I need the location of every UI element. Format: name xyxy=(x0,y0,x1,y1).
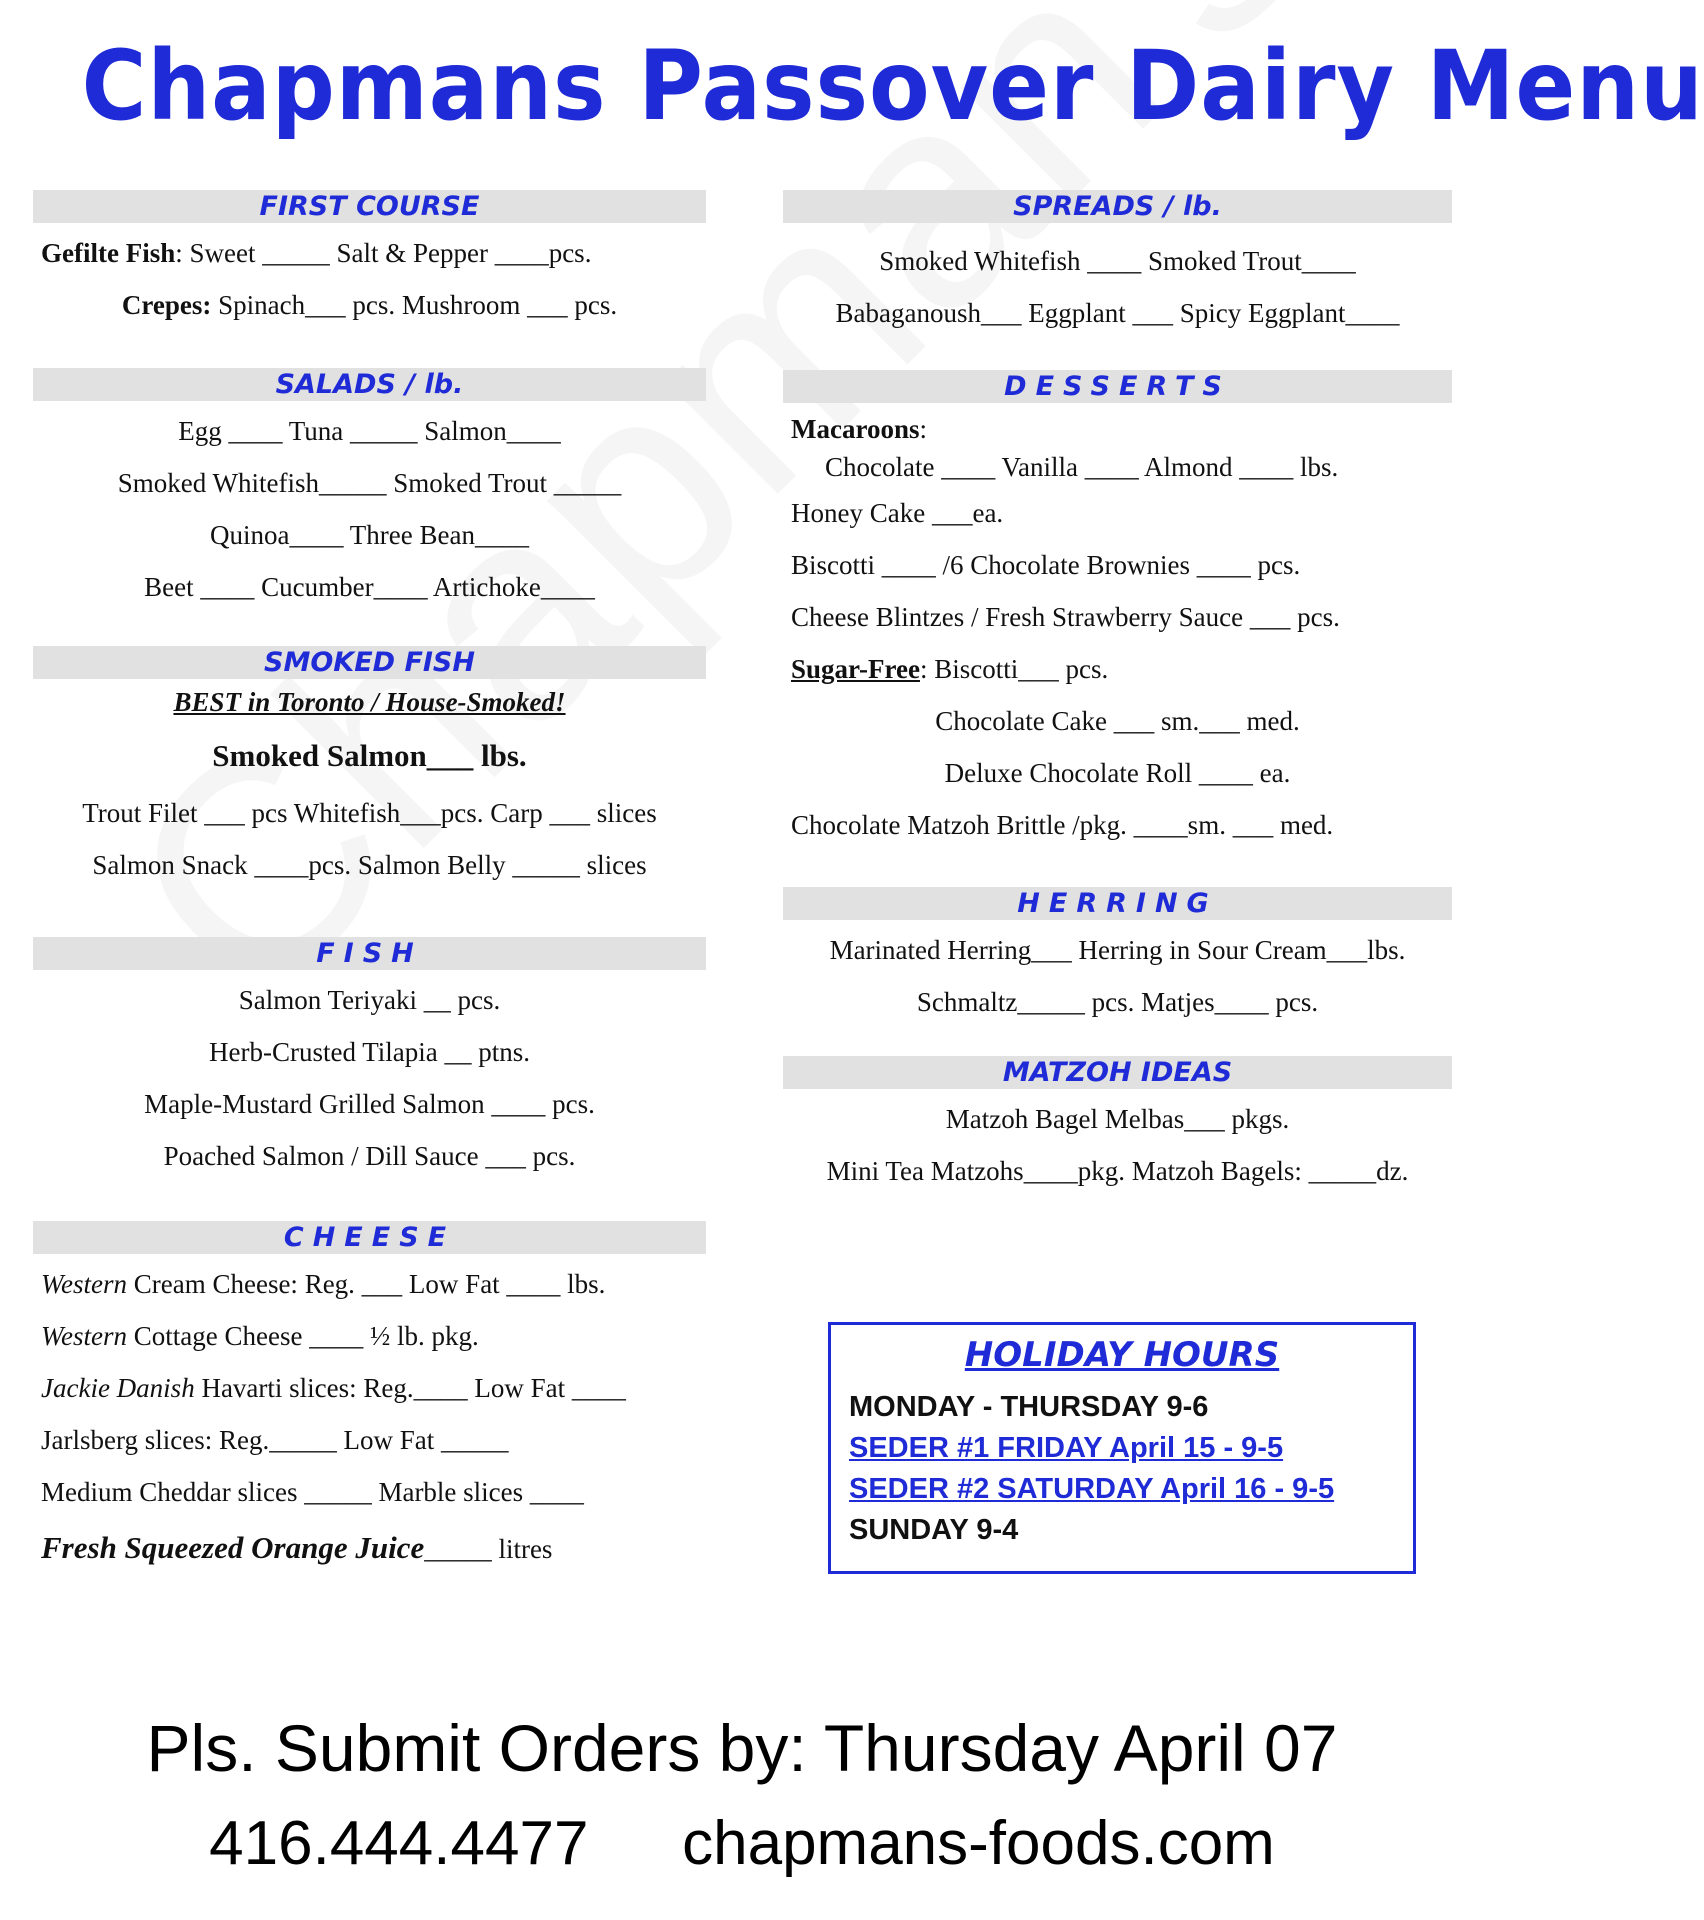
sugar-free-line xyxy=(783,643,1452,695)
cheese-options: Cottage Cheese ____ ½ lb. pkg. xyxy=(127,1321,479,1351)
submit-deadline: Pls. Submit Orders by: Thursday April 07 xyxy=(146,1711,1338,1785)
holiday-hours-title: HOLIDAY HOURS xyxy=(964,1335,1280,1375)
section-heading: SPREADS / lb. xyxy=(783,190,1452,223)
cheese-options: Cream Cheese: Reg. ___ Low Fat ____ lbs. xyxy=(127,1269,606,1299)
sugar-free-options: : Biscotti___ pcs. xyxy=(919,654,1109,684)
brand-name: Jackie Danish xyxy=(41,1373,195,1403)
hours-line: SUNDAY 9-4 xyxy=(849,1514,1019,1546)
section-heading: SMOKED FISH xyxy=(33,646,706,679)
section-matzoh-ideas xyxy=(783,1056,1452,1197)
herring-line: Schmaltz_____ pcs. Matjes____ pcs. xyxy=(916,987,1319,1017)
smoked-fish-line: Salmon Snack ____pcs. Salmon Belly _____ slices xyxy=(92,850,647,880)
fish-line: Poached Salmon / Dill Sauce ___ pcs. xyxy=(163,1141,576,1171)
crepes-label: Crepes: xyxy=(121,290,212,320)
gefilte-fish-label: Gefilte Fish xyxy=(41,238,176,268)
section-desserts xyxy=(783,370,1452,851)
spread-line: Smoked Whitefish ____ Smoked Trout____ xyxy=(879,246,1356,276)
section-cheese xyxy=(33,1221,706,1578)
crepes-options: Spinach___ pcs. Mushroom ___ pcs. xyxy=(211,290,618,320)
orange-juice-options: _____ litres xyxy=(424,1534,553,1564)
brittle-line: Chocolate Matzoh Brittle /pkg. ____sm. ___ med. xyxy=(791,810,1334,840)
macaroons-label-line xyxy=(783,411,1452,447)
fish-line: Salmon Teriyaki __ pcs. xyxy=(238,985,501,1015)
section-heading: DESSERTS xyxy=(783,370,1452,403)
salad-line: Egg ____ Tuna _____ Salmon____ xyxy=(178,416,561,446)
dessert-line: Biscotti ____ /6 Chocolate Brownies ____ pcs. xyxy=(791,550,1301,580)
section-heading: SALADS / lb. xyxy=(33,368,706,401)
section-spreads xyxy=(783,190,1452,339)
gefilte-fish-options: : Sweet _____ Salt & Pepper ____pcs. xyxy=(175,238,592,268)
smoked-salmon-feature: Smoked Salmon___ lbs. xyxy=(212,738,527,773)
section-first-course xyxy=(33,190,706,331)
spread-line: Babaganoush___ Eggplant ___ Spicy Eggplant____ xyxy=(835,298,1400,328)
dessert-line: Cheese Blintzes / Fresh Strawberry Sauce ___ pcs. xyxy=(791,602,1340,632)
cheese-line xyxy=(33,1310,706,1362)
section-herring xyxy=(783,887,1452,1028)
fish-line: Maple-Mustard Grilled Salmon ____ pcs. xyxy=(144,1089,595,1119)
macaroons-colon: : xyxy=(919,414,928,444)
page-title: Chapmans Passover Dairy Menu xyxy=(81,30,1704,142)
website-link: chapmans-foods.com xyxy=(682,1809,1275,1878)
section-heading: CHEESE xyxy=(33,1221,706,1254)
cheese-line: Medium Cheddar slices _____ Marble slices ____ xyxy=(41,1477,584,1507)
dessert-line: Honey Cake ___ea. xyxy=(791,498,1004,528)
sugar-free-item: Deluxe Chocolate Roll ____ ea. xyxy=(944,758,1291,788)
salad-line: Beet ____ Cucumber____ Artichoke____ xyxy=(144,572,595,602)
gefilte-fish-line xyxy=(33,227,706,279)
brand-name: Western xyxy=(41,1269,127,1299)
section-heading: FIRST COURSE xyxy=(33,190,706,223)
crepes-line xyxy=(33,279,706,331)
salad-line: Quinoa____ Three Bean____ xyxy=(210,520,529,550)
smoked-fish-line: Trout Filet ___ pcs Whitefish___pcs. Carp ___ slices xyxy=(82,798,657,828)
hours-line-seder-2: SEDER #2 SATURDAY April 16 - 9-5 xyxy=(849,1473,1335,1505)
sugar-free-item: Chocolate Cake ___ sm.___ med. xyxy=(935,706,1300,736)
cheese-line xyxy=(33,1258,706,1310)
section-smoked-fish xyxy=(33,646,706,891)
macaroons-label: Macaroons xyxy=(791,414,920,444)
sugar-free-label: Sugar-Free xyxy=(791,654,920,684)
herring-line: Marinated Herring___ Herring in Sour Cream___lbs. xyxy=(829,935,1406,965)
phone-number: 416.444.4477 xyxy=(209,1809,589,1878)
fish-line: Herb-Crusted Tilapia __ ptns. xyxy=(209,1037,530,1067)
cheese-line xyxy=(33,1362,706,1414)
section-salads xyxy=(33,368,706,613)
orange-juice-line xyxy=(33,1518,706,1578)
section-fish xyxy=(33,937,706,1182)
cheese-line: Jarlsberg slices: Reg._____ Low Fat _____ xyxy=(41,1425,509,1455)
section-heading: MATZOH IDEAS xyxy=(783,1056,1452,1089)
matzoh-line: Matzoh Bagel Melbas___ pkgs. xyxy=(945,1104,1290,1134)
contact-line xyxy=(0,1808,1484,1879)
cheese-options: Havarti slices: Reg.____ Low Fat ____ xyxy=(194,1373,626,1403)
section-heading: FISH xyxy=(33,937,706,970)
section-heading: HERRING xyxy=(783,887,1452,920)
hours-line: MONDAY - THURSDAY 9-6 xyxy=(849,1391,1209,1423)
brand-name: Western xyxy=(41,1321,127,1351)
macaroons-line: Chocolate ____ Vanilla ____ Almond ____ lbs. xyxy=(825,452,1339,482)
matzoh-line: Mini Tea Matzohs____pkg. Matzoh Bagels: _____dz. xyxy=(826,1156,1409,1186)
salad-line: Smoked Whitefish_____ Smoked Trout _____ xyxy=(117,468,622,498)
orange-juice-label: Fresh Squeezed Orange Juice xyxy=(41,1530,425,1565)
hours-line-seder-1: SEDER #1 FRIDAY April 15 - 9-5 xyxy=(849,1432,1284,1464)
holiday-hours-box xyxy=(828,1322,1416,1574)
smoked-fish-tagline: BEST in Toronto / House-Smoked! xyxy=(173,687,566,717)
